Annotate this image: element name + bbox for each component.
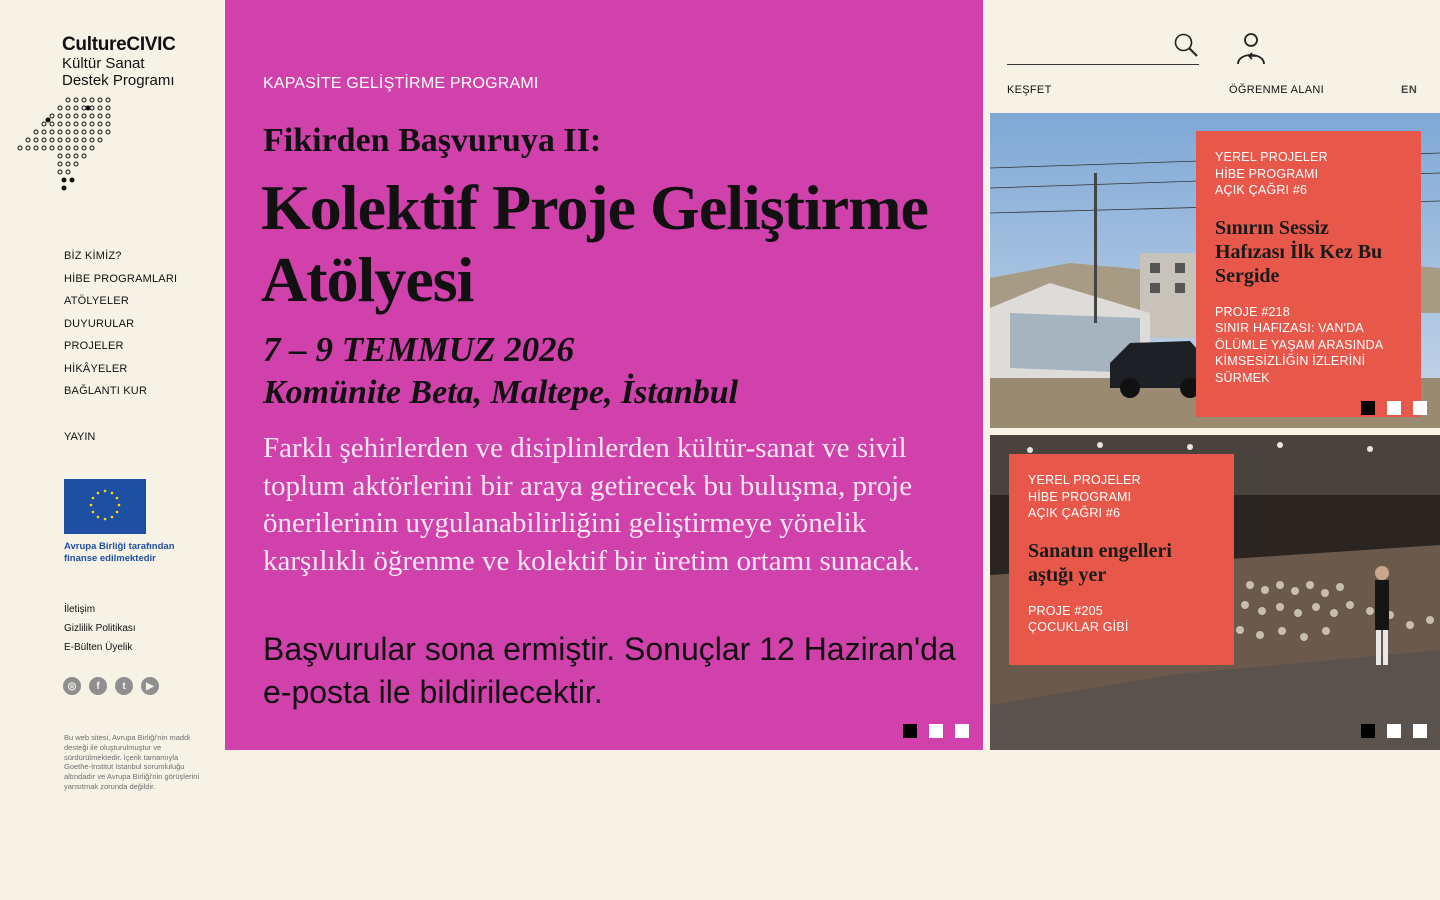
footer-links [64,604,136,661]
sidebar [0,0,225,900]
project-card-205[interactable] [990,435,1440,750]
hero-slider-dots [903,724,969,738]
nav-item-projeler[interactable]: PROJELER [64,340,124,352]
eu-flag-icon [64,479,146,534]
hero-description: Farklı şehirlerden ve disiplinlerden kültür-sanat ve sivil toplum aktörlerini bir araya getirecek bu buluşma, proje önerilerinin uygulanabilirliğini geliştirmeye yönelik karşılıklı öğrenme ve kolektif bir üretim ortamı sunacak. [263,432,921,577]
logo[interactable] [62,35,176,88]
nav-item-duyurular[interactable]: DUYURULAR [64,317,135,330]
slider-dot-1[interactable] [1361,724,1375,738]
card-category-line: YEREL PROJELER [1215,150,1328,164]
logo-dots-icon [16,95,116,193]
logo-line1: Kültür Sanat [62,55,145,72]
nav-item-yayin[interactable]: YAYIN [64,431,96,443]
card-project [1215,304,1402,387]
slider-dot-2[interactable] [1387,401,1401,415]
logo-brand: CultureCIVIC [62,34,176,55]
learning-area-link[interactable]: ÖĞRENME ALANI [1229,84,1324,96]
card-category [1215,149,1402,199]
card-category-line: AÇIK ÇAĞRI #6 [1028,506,1121,520]
card-title: Sanatın engelleri aştığı yer [1028,539,1172,586]
card-project-title: SINIR HAFIZASI: VAN'DA ÖLÜMLE YAŞAM ARASINDA KİMSESİZLİĞİN İZLERİNİ SÜRMEK [1215,321,1383,385]
nav-item-atolyeler[interactable]: ATÖLYELER [64,295,129,307]
card-category-line: HİBE PROGRAMI [1028,489,1132,504]
logo-line2: Destek Programı [62,72,175,89]
slider-dot-3[interactable] [955,724,969,738]
hero-title: Kolektif Proje Geliştirme Atölyesi [261,172,928,315]
footer-link-iletisim[interactable]: İletişim [64,604,96,615]
footer-link-gizlilik[interactable]: Gizlilik Politikası [64,623,136,634]
user-icon[interactable] [1234,32,1268,66]
slider-dot-2[interactable] [1387,724,1401,738]
instagram-icon[interactable]: ◎ [63,677,81,695]
disclaimer-text: Bu web sitesi, Avrupa Birliği'nin maddi desteği ile oluşturulmuştur ve sürdürülmektedir. İçerik tamamıyla Goethe-Institut Istanbul sorumluluğu altındadır ve Avrupa Birliği'nin görüşlerini yansıtmak zorunda değildir. [64,733,200,791]
slider-dot-2[interactable] [929,724,943,738]
language-switch[interactable]: EN [1401,84,1418,96]
search-input[interactable] [1007,34,1172,60]
slider-dot-3[interactable] [1413,724,1427,738]
hero-subtitle: Fikirden Başvuruya II: [263,122,602,159]
nav-item-hikayeler[interactable]: HİKÂYELER [64,362,128,375]
footer-link-ebulten[interactable]: E-Bülten Üyelik [64,642,133,653]
hero-notice: Başvurular sona ermiştir. Sonuçlar 12 Haziran'da e-posta ile bildirilecektir. [263,631,956,710]
hero-banner[interactable] [225,0,983,750]
slider-dot-1[interactable] [903,724,917,738]
card-title: Sınırın Sessiz Hafızası İlk Kez Bu Sergide [1215,216,1383,287]
nav-item-baglanti-kur[interactable]: BAĞLANTI KUR [64,385,148,397]
social-links [63,677,159,695]
search-bar [1007,30,1199,65]
card-project-number: PROJE #205 [1028,603,1103,618]
card-project [1028,603,1215,636]
slider-dot-1[interactable] [1361,401,1375,415]
card-slider-dots [1361,401,1427,415]
main-nav [64,250,177,408]
slider-dot-3[interactable] [1413,401,1427,415]
card-category-line: HİBE PROGRAMI [1215,166,1319,181]
eu-funding-text: Avrupa Birliği tarafından finanse edilmektedir [64,541,175,564]
card-category [1028,472,1215,522]
project-card-218[interactable] [990,113,1440,428]
card-overlay [1009,454,1234,665]
youtube-icon[interactable]: ▶ [141,677,159,695]
search-icon[interactable] [1173,32,1199,58]
nav-item-hibe-programlari[interactable]: HİBE PROGRAMLARI [64,272,178,285]
nav-item-biz-kimiz[interactable]: BİZ KİMİZ? [64,250,122,262]
card-category-line: AÇIK ÇAĞRI #6 [1215,183,1308,197]
twitter-icon[interactable]: t [115,677,133,695]
hero-place: Komünite Beta, Maltepe, İstanbul [263,374,739,411]
explore-link[interactable]: KEŞFET [1007,84,1052,96]
card-project-number: PROJE #218 [1215,304,1290,319]
hero-date: 7 – 9 TEMMUZ 2026 [263,330,575,369]
card-slider-dots [1361,724,1427,738]
hero-kicker: KAPASİTE GELİŞTİRME PROGRAMI [263,75,539,92]
card-overlay [1196,131,1421,417]
card-category-line: YEREL PROJELER [1028,473,1141,487]
facebook-icon[interactable]: f [89,677,107,695]
card-project-title: ÇOCUKLAR GİBİ [1028,620,1129,634]
